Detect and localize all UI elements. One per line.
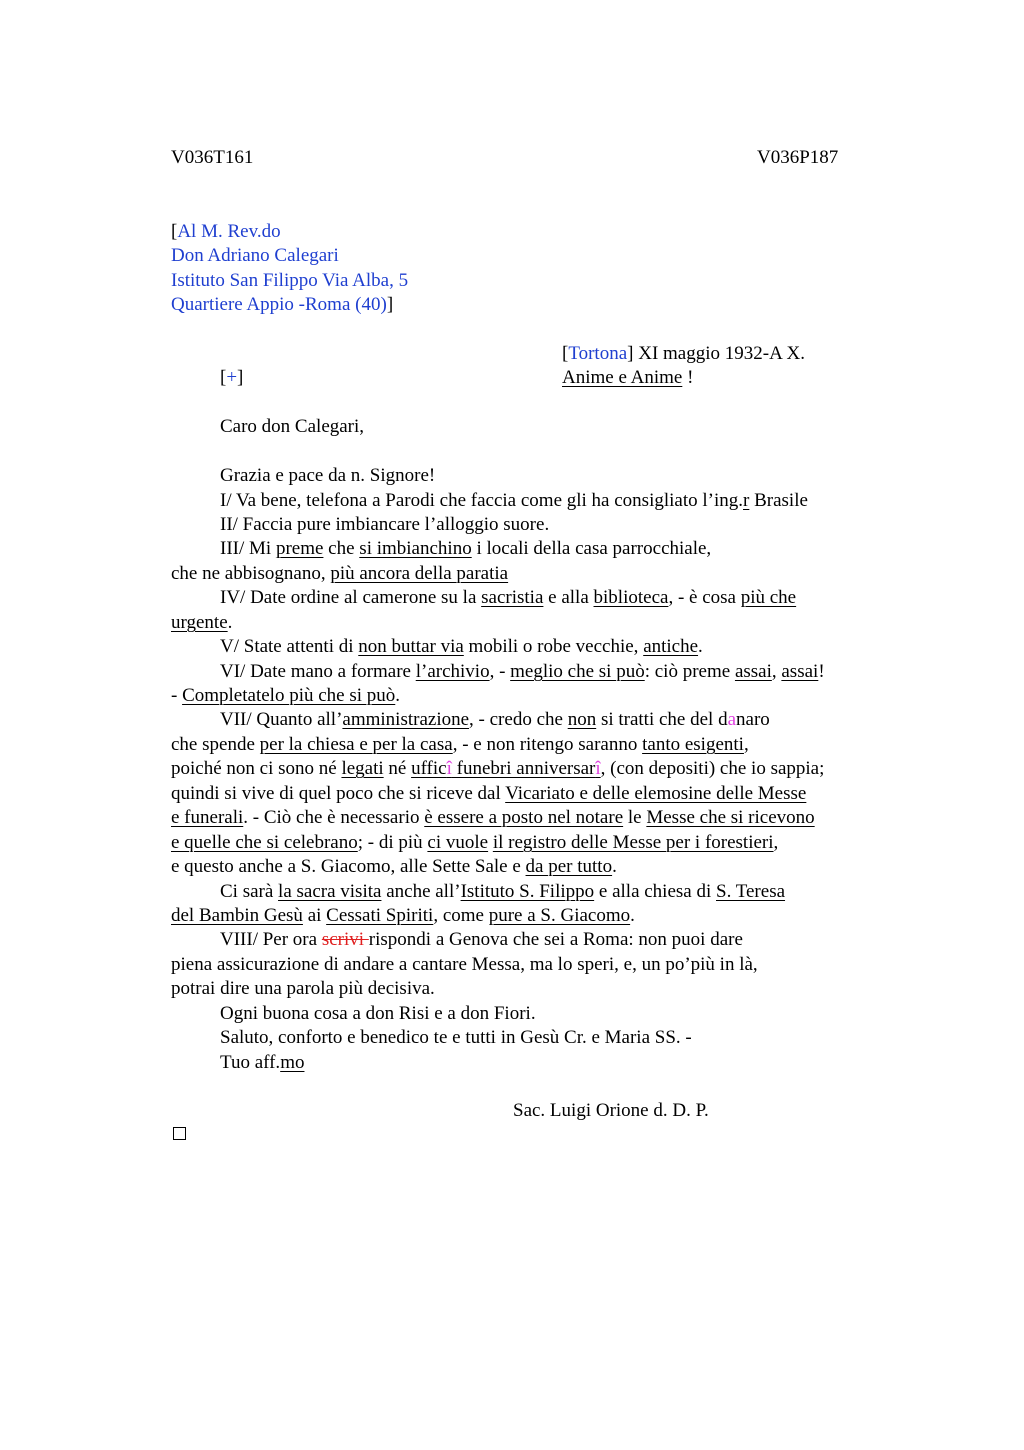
- text-run: ,: [773, 832, 779, 853]
- point-7-line-1: [220, 708, 770, 732]
- text-run: I/ Va bene, telefona a Parodi che faccia come gli ha consigliato l’ing.: [220, 490, 744, 511]
- closing-line-1: Ogni buona cosa a don Risi e a don Fiori.: [220, 1003, 536, 1024]
- text-run: VIII/ Per ora: [220, 929, 322, 950]
- text-run: -: [171, 685, 183, 706]
- address-text: Quartiere Appio -Roma (40): [171, 294, 387, 315]
- address-line: Quartiere Appio -Roma (40)]: [171, 294, 394, 315]
- text-run: .: [630, 905, 635, 926]
- text-run: .: [698, 636, 703, 657]
- underlined-run: Messe che si ricevono: [646, 807, 815, 828]
- text-run: funebri anniversar: [451, 758, 596, 779]
- point-3-line-1: [220, 537, 711, 561]
- underlined-run: più che: [740, 587, 797, 608]
- underlined-run: del Bambin Gesù: [171, 905, 303, 926]
- underlined-run: da per tutto: [525, 856, 613, 877]
- point-5: [220, 635, 703, 659]
- text-run: V/ State attenti di: [220, 636, 359, 657]
- text-run: che spende: [171, 734, 260, 755]
- point-7-line-4: [171, 782, 806, 806]
- underlined-run: il registro delle Messe per i forestieri: [492, 832, 774, 853]
- address-line: [Al M. Rev.do: [171, 221, 281, 242]
- underlined-run: Istituto S. Filippo: [460, 881, 595, 902]
- underlined-run: mo: [280, 1052, 305, 1073]
- text-run: i locali della casa parrocchiale,: [471, 538, 712, 559]
- editorial-correction: a: [727, 709, 737, 730]
- underlined-run: e funerali: [171, 807, 244, 828]
- text-run: quindi si vive di quel poco che si riceve dal: [171, 783, 506, 804]
- underlined-run: sacristia: [481, 587, 544, 608]
- underlined-run: ci vuole: [427, 832, 489, 853]
- text-run: ; - di più: [357, 832, 428, 853]
- text-run: .: [227, 612, 233, 633]
- text-run: , - credo che: [469, 709, 568, 730]
- document-code-right: V036P187: [757, 147, 839, 168]
- text-run: , - è cosa: [668, 587, 741, 608]
- point-3-line-2: [171, 562, 508, 586]
- underlined-run: più ancora della paratia: [330, 563, 509, 584]
- text-run: rispondi a Genova che sei a Roma: non puoi dare: [368, 929, 743, 950]
- point-1: [220, 489, 808, 513]
- text-run: le: [623, 807, 647, 828]
- text-run: e alla chiesa di: [594, 881, 716, 902]
- point-4-line-1: [220, 586, 796, 610]
- point-8-line-1: [220, 928, 743, 952]
- point-7-line-6: [171, 831, 778, 855]
- text-run: mobili o robe vecchie,: [463, 636, 644, 657]
- address-line: Don Adriano Calegari: [171, 245, 339, 266]
- text-run: che ne abbisognano,: [171, 563, 331, 584]
- text-run: Ci sarà: [220, 881, 279, 902]
- underlined-run: amministrazione: [342, 709, 470, 730]
- text-run: e alla: [543, 587, 594, 608]
- underlined-run: antiche: [643, 636, 699, 657]
- text-run: uffic: [411, 758, 447, 779]
- point-6-line-2: [171, 684, 400, 708]
- underlined-run: [411, 758, 601, 779]
- point-7-line-5: [171, 806, 815, 830]
- text-run: , - e non ritengo saranno: [452, 734, 643, 755]
- text-run: .: [395, 685, 401, 706]
- salutation: Caro don Calegari,: [220, 416, 365, 437]
- text-run: III/ Mi: [220, 538, 276, 559]
- point-2: II/ Faccia pure imbiancare l’alloggio suore.: [220, 514, 550, 535]
- text-run: Brasile: [749, 490, 808, 511]
- underlined-run: legati: [341, 758, 384, 779]
- underlined-run: per la chiesa e per la casa: [259, 734, 453, 755]
- text-run: , -: [489, 661, 511, 682]
- text-run: ,: [743, 734, 749, 755]
- greeting: Grazia e pace da n. Signore!: [220, 465, 436, 486]
- text-run: poiché non ci sono né: [171, 758, 342, 779]
- text-run: naro: [736, 709, 770, 730]
- closing-line-2: Saluto, conforto e benedico te e tutti in Gesù Cr. e Maria SS. -: [220, 1027, 692, 1048]
- closing-line-3: [220, 1051, 304, 1075]
- text-run: .: [612, 856, 617, 877]
- underlined-run: pure a S. Giacomo: [488, 905, 631, 926]
- underlined-run: è essere a posto nel notare: [424, 807, 624, 828]
- text-run: : ciò preme: [644, 661, 735, 682]
- signature: Sac. Luigi Orione d. D. P.: [513, 1100, 709, 1121]
- motto-tail: !: [682, 367, 694, 388]
- editorial-correction: î: [595, 758, 601, 779]
- end-mark-icon: [173, 1127, 186, 1140]
- point-8-line-2: piena assicurazione di andare a cantare Messa, ma lo speri, e, un po’più in là,: [171, 954, 758, 975]
- underlined-run: assai: [781, 661, 819, 682]
- text-run: !: [818, 661, 825, 682]
- visit-line-2: [171, 904, 635, 928]
- underlined-run: tanto esigenti: [642, 734, 744, 755]
- text-run: VII/ Quanto all’: [220, 709, 343, 730]
- motto: [562, 366, 693, 390]
- underlined-run: S. Teresa: [716, 881, 786, 902]
- underlined-run: non: [567, 709, 597, 730]
- text-run: , come: [433, 905, 489, 926]
- editorial-correction: î: [446, 758, 452, 779]
- underlined-run: preme: [275, 538, 324, 559]
- point-7-line-3: [171, 757, 824, 781]
- text-run: si tratti che del d: [596, 709, 728, 730]
- underlined-run: e quelle che si celebrano: [171, 832, 358, 853]
- underlined-run: l’archivio: [415, 661, 490, 682]
- text-run: VI/ Date mano a formare: [220, 661, 416, 682]
- document-code-left: V036T161: [171, 147, 254, 168]
- underlined-run: assai: [734, 661, 772, 682]
- text-run: , (con depositi) che io sappia;: [600, 758, 825, 779]
- underlined-run: la sacra visita: [278, 881, 382, 902]
- text-run: che: [323, 538, 360, 559]
- underlined-run: biblioteca: [593, 587, 669, 608]
- address-line: Istituto San Filippo Via Alba, 5: [171, 270, 409, 291]
- underlined-run: si imbianchino: [359, 538, 472, 559]
- point-4-line-2: [171, 611, 232, 635]
- underlined-run: Vicariato e delle elemosine delle Messe: [505, 783, 807, 804]
- text-run: ai: [302, 905, 327, 926]
- visit-line-1: [220, 880, 785, 904]
- motto-text: Anime e Anime: [562, 367, 683, 388]
- text-run: ,: [771, 661, 782, 682]
- superscript-r: r: [743, 490, 750, 511]
- struck-out-word: scrivi: [321, 929, 369, 950]
- cross-symbol: +: [226, 367, 238, 388]
- underlined-run: Cessati Spiriti: [326, 905, 434, 926]
- point-7-line-2: [171, 733, 749, 757]
- dateline: [Tortona] XI maggio 1932-A X.: [562, 343, 805, 364]
- underlined-run: Completatelo più che si può: [182, 685, 396, 706]
- underlined-run: urgente: [171, 612, 228, 633]
- text-run: e questo anche a S. Giacomo, alle Sette Sale e: [171, 856, 526, 877]
- text-run: . - Ciò che è necessario: [243, 807, 425, 828]
- underlined-run: non buttar via: [358, 636, 464, 657]
- cross-mark: [+]: [220, 367, 244, 388]
- address-text: Al M. Rev.do: [177, 221, 281, 242]
- place-name: Tortona: [568, 343, 628, 364]
- underlined-run: meglio che si può: [510, 661, 645, 682]
- text-run: IV/ Date ordine al camerone su la: [220, 587, 482, 608]
- text-run: anche all’: [381, 881, 461, 902]
- text-run: né: [383, 758, 412, 779]
- point-6-line-1: [220, 660, 825, 684]
- point-8-line-3: potrai dire una parola più decisiva.: [171, 978, 435, 999]
- point-7-line-7: [171, 855, 617, 879]
- date-text: XI maggio 1932-A X.: [633, 343, 805, 364]
- text-run: Tuo aff.: [220, 1052, 281, 1073]
